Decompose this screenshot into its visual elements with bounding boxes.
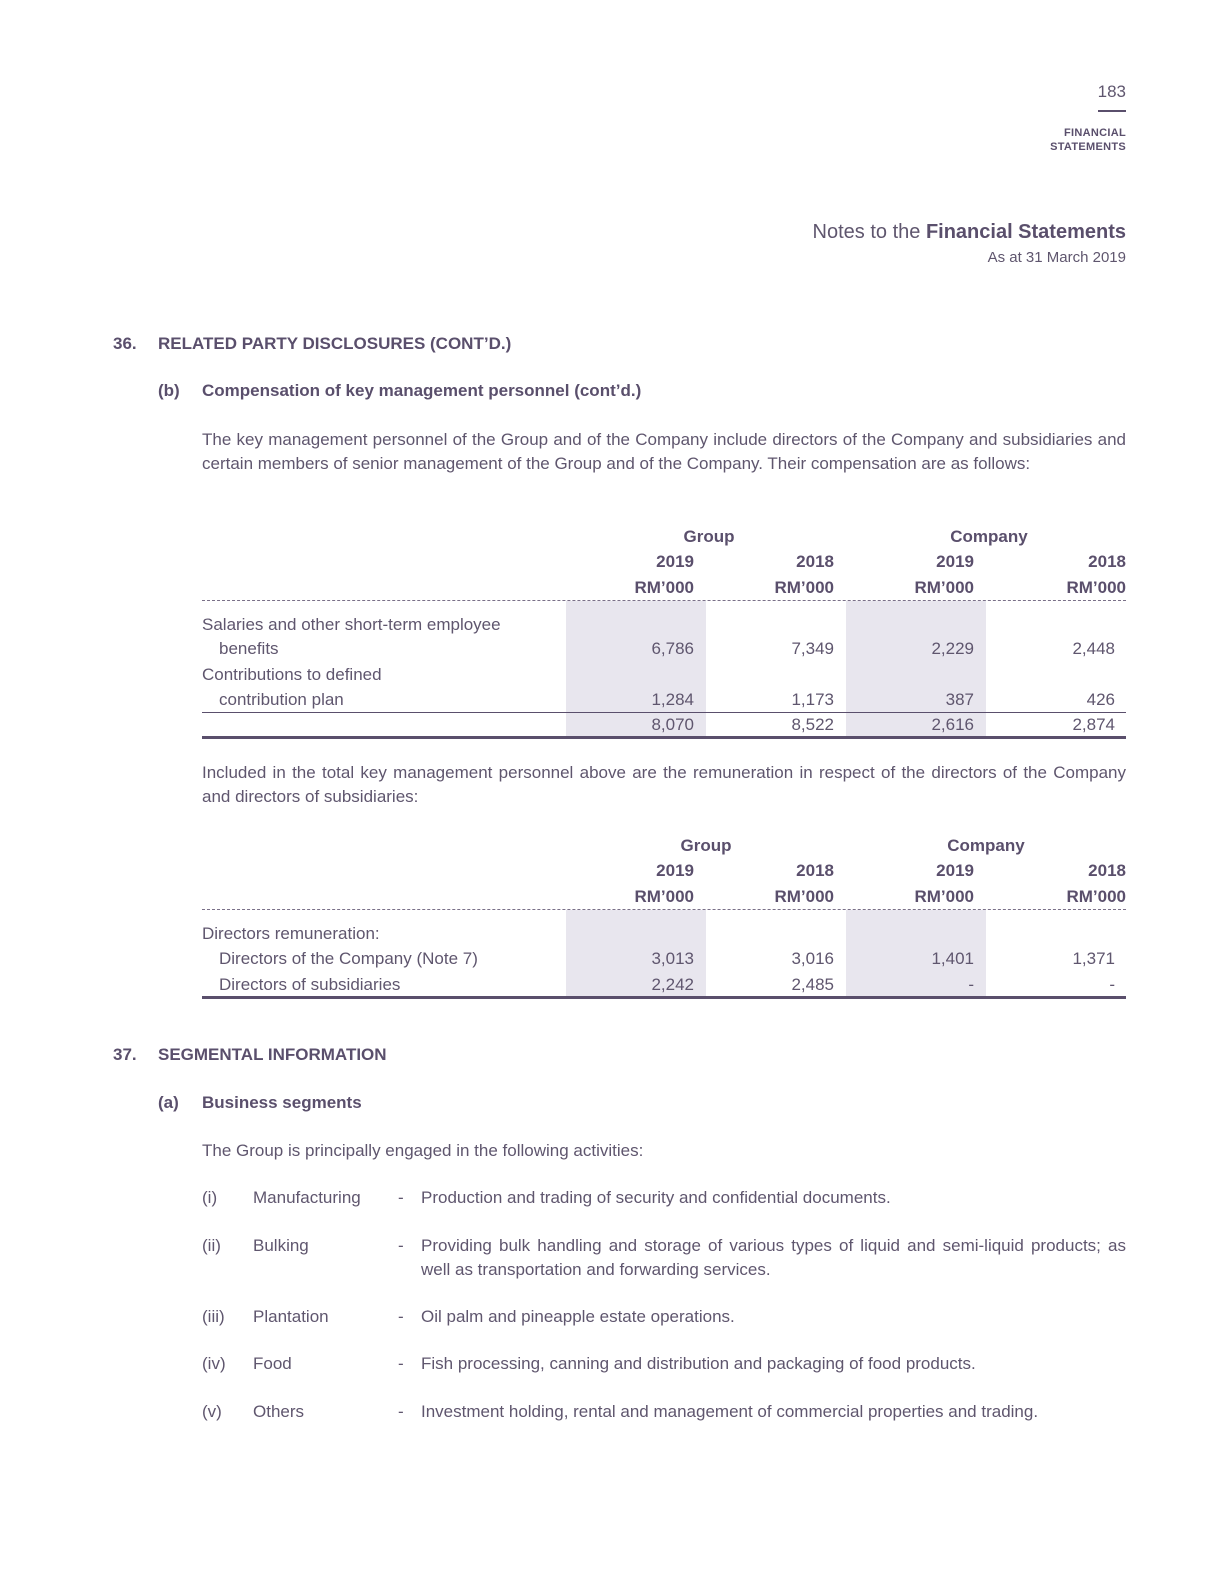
- unit-header: RM’000: [914, 578, 974, 597]
- table-cell: 426: [1086, 690, 1115, 709]
- table-cell: 2,448: [1072, 639, 1115, 658]
- note-37-sub-title: Business segments: [202, 1093, 362, 1112]
- table-cell: 1,401: [931, 949, 974, 968]
- document-subtitle: As at 31 March 2019: [987, 249, 1126, 266]
- activity-dash: -: [398, 1354, 404, 1373]
- unit-header: RM’000: [774, 578, 834, 597]
- row-label: benefits: [219, 639, 279, 658]
- subtotal-rule: [202, 712, 1126, 713]
- year-header: 2018: [1088, 861, 1126, 880]
- unit-header: RM’000: [1066, 887, 1126, 906]
- table-cell: 6,786: [651, 639, 694, 658]
- activity-description: Production and trading of security and confidential documents.: [421, 1188, 891, 1207]
- activity-description: Investment holding, rental and management of commercial properties and trading.: [421, 1402, 1039, 1421]
- table-cell: 2,485: [791, 975, 834, 994]
- table-cell: 1,371: [1072, 949, 1115, 968]
- company-heading: Company: [950, 527, 1028, 546]
- total-cell: 2,616: [931, 715, 974, 734]
- table-cell: 387: [945, 690, 974, 709]
- table-cell: -: [1109, 975, 1115, 994]
- total-cell: 2,874: [1072, 715, 1115, 734]
- year-header: 2018: [1088, 552, 1126, 571]
- activity-name: Others: [253, 1402, 305, 1421]
- row-label: Directors of subsidiaries: [219, 975, 401, 994]
- year-header: 2019: [656, 861, 694, 880]
- document-title-plain: Notes to the: [812, 221, 926, 243]
- unit-header: RM’000: [914, 887, 974, 906]
- year-header: 2019: [936, 861, 974, 880]
- activity-dash: -: [398, 1307, 404, 1326]
- group-heading: Group: [683, 527, 735, 546]
- activity-number: (iv): [202, 1354, 226, 1373]
- activity-name: Food: [253, 1354, 292, 1373]
- note-36-sub-label: (b): [158, 381, 180, 400]
- note-37-number: 37.: [113, 1045, 137, 1064]
- note-36-title: RELATED PARTY DISCLOSURES (CONT’D.): [158, 334, 512, 353]
- unit-header: RM’000: [1066, 578, 1126, 597]
- row-label: Salaries and other short-term employee: [202, 615, 501, 634]
- activity-number: (iii): [202, 1307, 225, 1326]
- year-header: 2018: [796, 861, 834, 880]
- section-label-line1: FINANCIAL: [1064, 127, 1126, 139]
- header-rule: [1098, 110, 1126, 112]
- activity-number: (i): [202, 1188, 218, 1207]
- company-heading: Company: [947, 836, 1025, 855]
- row-label: Directors of the Company (Note 7): [219, 949, 478, 968]
- note-36-number: 36.: [113, 334, 137, 353]
- note-37-title: SEGMENTAL INFORMATION: [158, 1045, 387, 1064]
- section-label-line2: STATEMENTS: [1050, 141, 1126, 153]
- table-cell: 2,229: [931, 639, 974, 658]
- year-header: 2019: [656, 552, 694, 571]
- note-37-sub-label: (a): [158, 1093, 179, 1112]
- document-title: [813, 221, 1126, 244]
- activity-description: Providing bulk handling and storage of various types of liquid and semi-liquid products; as well as transportation and forwarding services.: [421, 1236, 1126, 1279]
- activity-name: Plantation: [253, 1307, 329, 1326]
- total-rule: [202, 736, 1126, 739]
- page-number: 183: [1097, 82, 1126, 101]
- directors-remuneration-table: [202, 836, 1126, 1004]
- activity-name: Bulking: [253, 1236, 309, 1255]
- total-cell: 8,070: [651, 715, 694, 734]
- note-37-intro-paragraph: The Group is principally engaged in the following activities:: [202, 1141, 644, 1160]
- activity-dash: -: [398, 1402, 404, 1421]
- compensation-table: [202, 527, 1126, 742]
- document-title-bold: Financial Statements: [925, 221, 1126, 243]
- year-header: 2019: [936, 552, 974, 571]
- group-heading: Group: [680, 836, 732, 855]
- activity-number: (v): [202, 1402, 222, 1421]
- table-cell: -: [968, 975, 974, 994]
- header-dashed-rule: [202, 909, 1126, 910]
- table-cell: 7,349: [791, 639, 834, 658]
- table-cell: 1,173: [791, 690, 834, 709]
- activity-number: (ii): [202, 1236, 221, 1255]
- total-rule: [202, 996, 1126, 999]
- section-label: [1050, 126, 1126, 154]
- row-label: Contributions to defined: [202, 665, 382, 684]
- row-label: contribution plan: [219, 690, 344, 709]
- row-heading: Directors remuneration:: [202, 924, 380, 943]
- activity-dash: -: [398, 1236, 404, 1255]
- year-header: 2018: [796, 552, 834, 571]
- note-36-mid-paragraph: Included in the total key management personnel above are the remuneration in respect of the directors of the Company and directors of subsidiaries:: [202, 763, 1126, 806]
- activity-description: Fish processing, canning and distribution and packaging of food products.: [421, 1354, 976, 1373]
- total-cell: 8,522: [791, 715, 834, 734]
- unit-header: RM’000: [774, 887, 834, 906]
- activity-name: Manufacturing: [253, 1188, 361, 1207]
- note-36-intro-paragraph: The key management personnel of the Group and of the Company include directors of the Company and subsidiaries and certain members of senior management of the Group and of the Company. Their compensation are as follows:: [202, 430, 1126, 473]
- unit-header: RM’000: [634, 887, 694, 906]
- table-cell: 3,016: [791, 949, 834, 968]
- table-cell: 1,284: [651, 690, 694, 709]
- activity-dash: -: [398, 1188, 404, 1207]
- unit-header: RM’000: [634, 578, 694, 597]
- table-cell: 2,242: [651, 975, 694, 994]
- table-cell: 3,013: [651, 949, 694, 968]
- header-dashed-rule: [202, 600, 1126, 601]
- note-36-sub-title: Compensation of key management personnel (cont’d.): [202, 381, 642, 400]
- activity-description: Oil palm and pineapple estate operations.: [421, 1307, 735, 1326]
